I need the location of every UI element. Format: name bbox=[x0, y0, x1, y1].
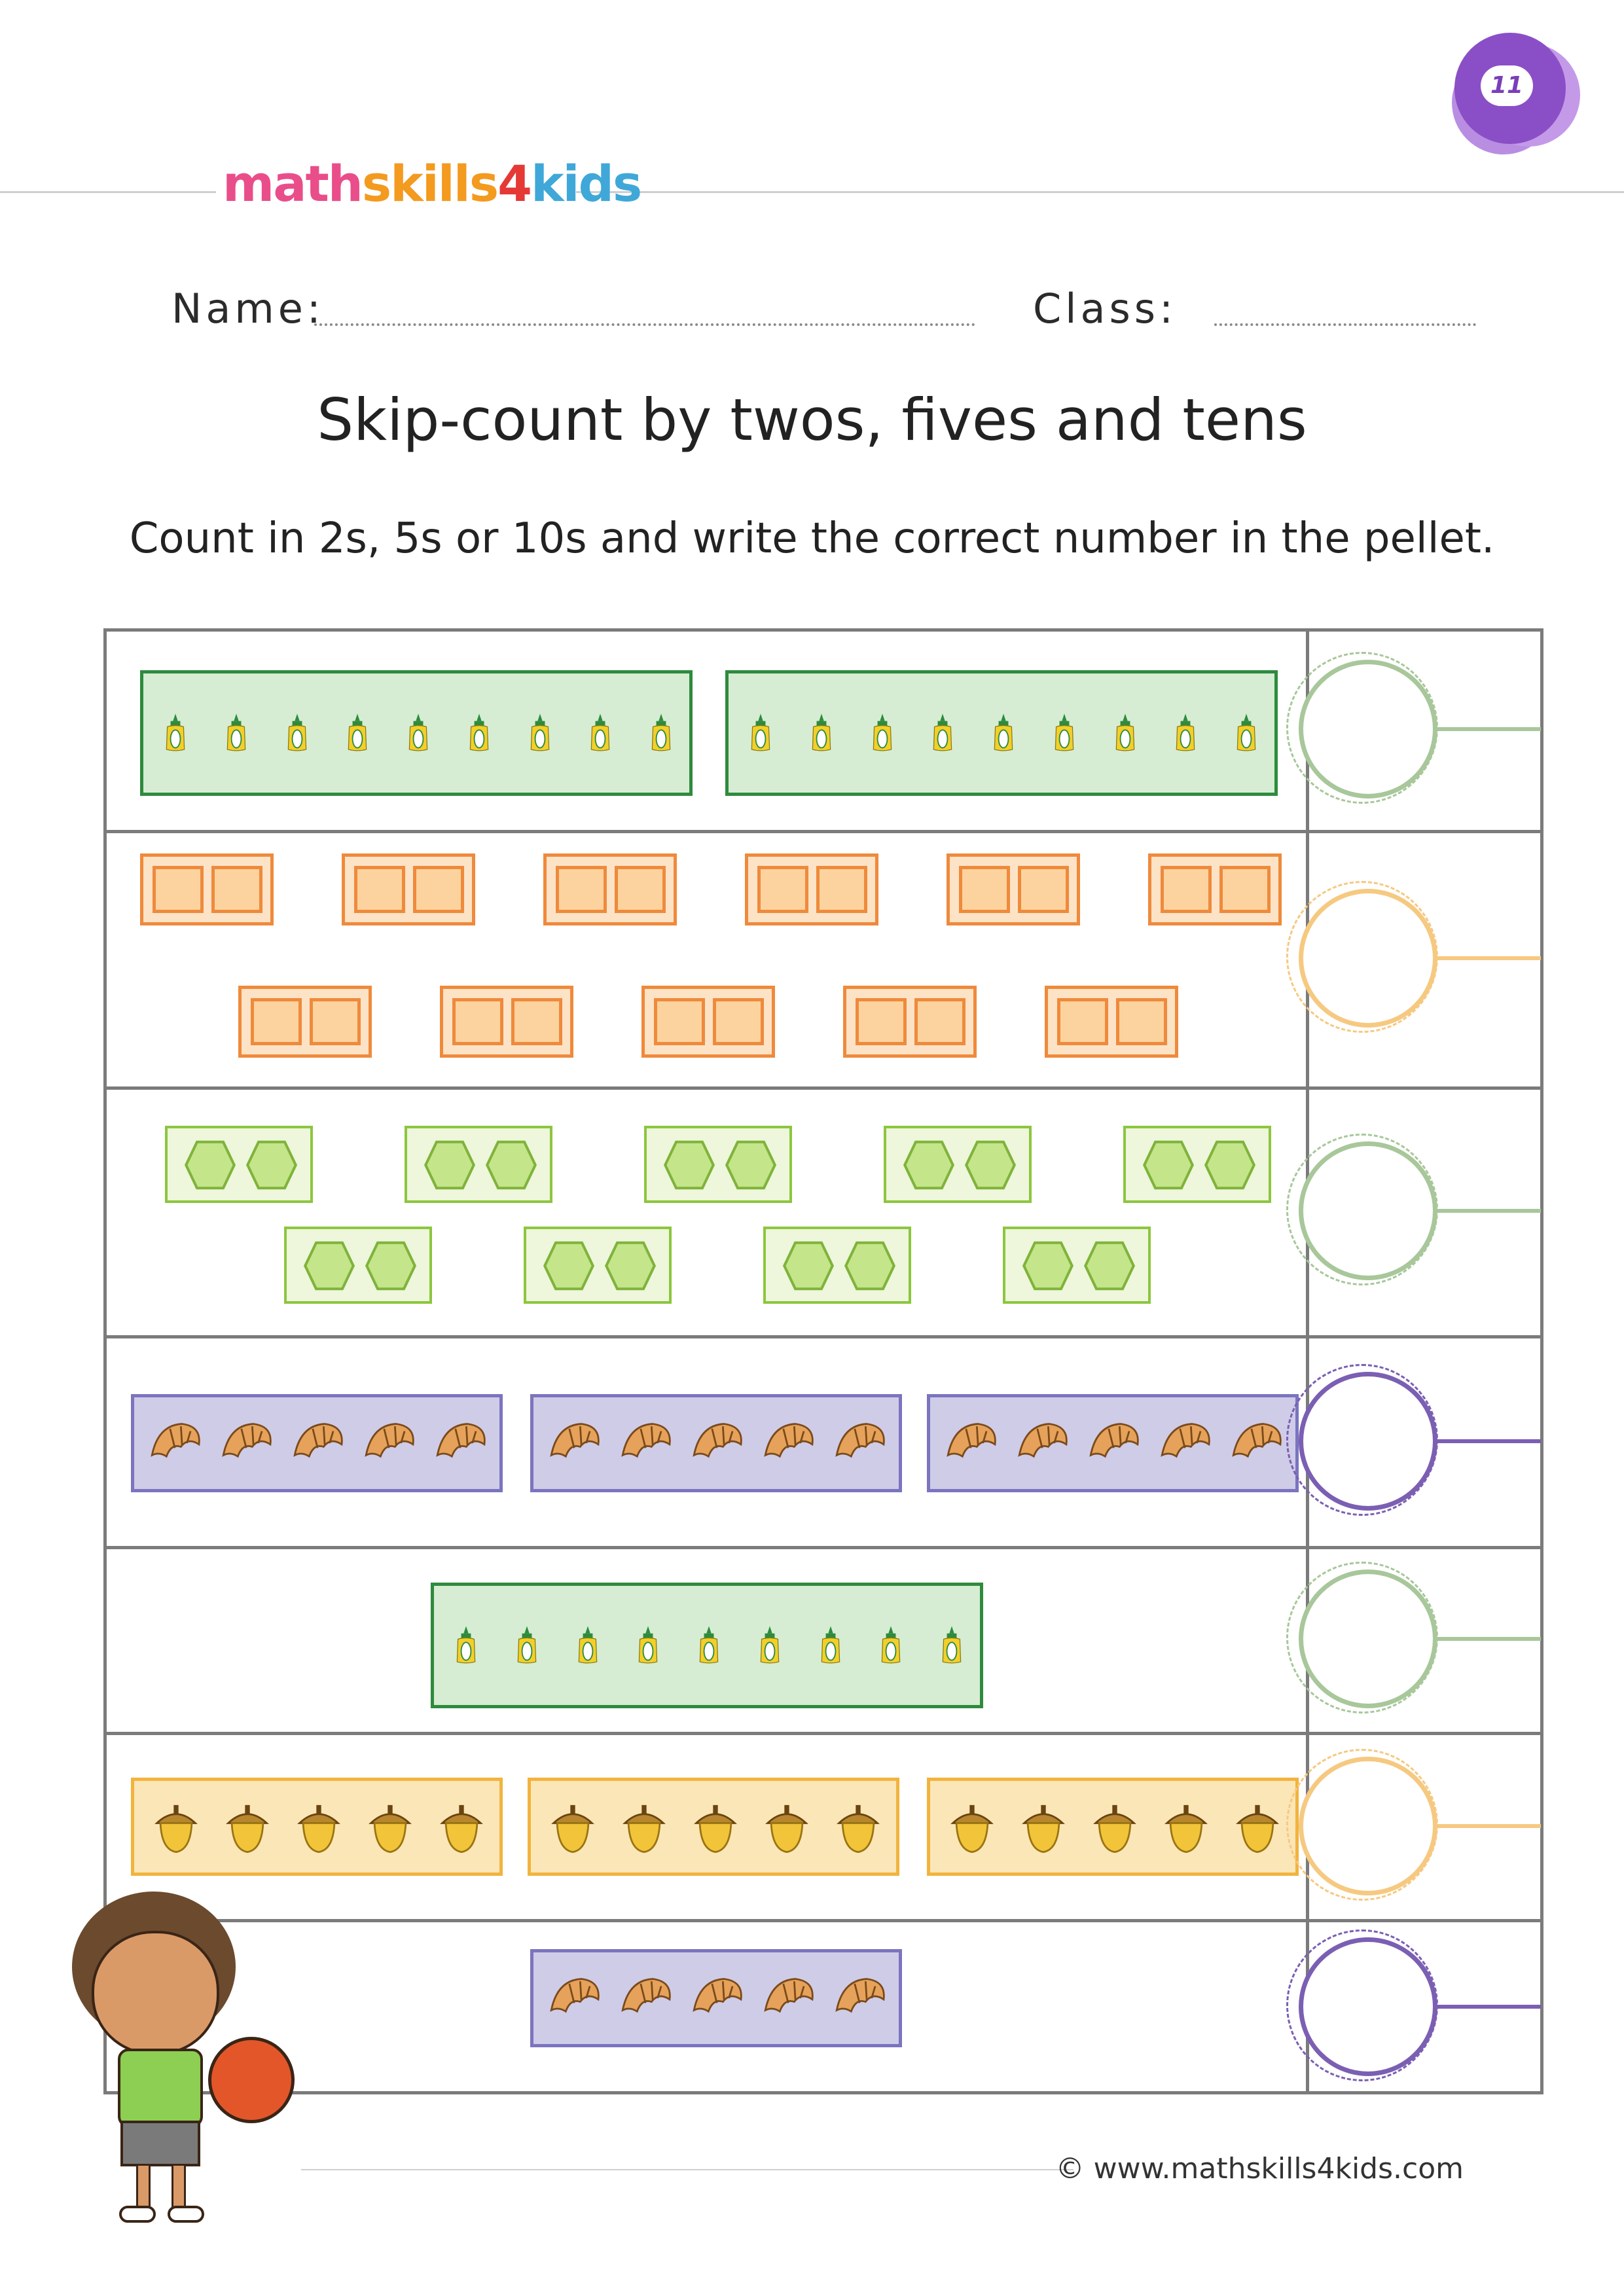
acorn-icon bbox=[1085, 1789, 1145, 1865]
green-hexagon-icon bbox=[363, 1240, 419, 1292]
worksheet-instruction: Count in 2s, 5s or 10s and write the correct number in the pellet. bbox=[129, 514, 1495, 563]
pellet-stick bbox=[1435, 956, 1541, 960]
croissant-icon bbox=[942, 1405, 1002, 1481]
orange-square-icon bbox=[914, 998, 965, 1045]
pellet-stick bbox=[1435, 2005, 1541, 2009]
mustard-bottle-icon bbox=[1226, 683, 1267, 782]
acorn-icon bbox=[217, 1789, 278, 1865]
pellet-stick bbox=[1435, 1637, 1541, 1641]
logo-part-kids: kids bbox=[530, 154, 641, 213]
acorn-icon bbox=[360, 1789, 420, 1865]
green-hexagon-icon bbox=[1202, 1139, 1258, 1191]
green-hexagon-icon bbox=[1081, 1240, 1138, 1292]
mustard-bottle-icon bbox=[459, 683, 499, 782]
boy-leg-left bbox=[136, 2164, 151, 2211]
boy-leg-right bbox=[171, 2164, 186, 2211]
acorn-icon bbox=[757, 1789, 817, 1865]
bottle-group bbox=[140, 670, 693, 796]
square-pair-group bbox=[440, 986, 573, 1058]
acorn-icon bbox=[685, 1789, 746, 1865]
mustard-bottle-icon bbox=[641, 683, 681, 782]
row-divider-2 bbox=[103, 1086, 1543, 1090]
green-hexagon-icon bbox=[602, 1240, 659, 1292]
row-divider-3 bbox=[103, 1335, 1543, 1338]
mustard-bottle-icon bbox=[507, 1595, 547, 1695]
croissant-icon bbox=[545, 1960, 605, 2036]
bottle-group bbox=[725, 670, 1278, 796]
orange-square-icon bbox=[713, 998, 764, 1045]
mustard-bottle-icon bbox=[580, 683, 621, 782]
green-hexagon-icon bbox=[661, 1139, 717, 1191]
answer-pellet[interactable] bbox=[1299, 660, 1437, 798]
hexagon-pair-group bbox=[524, 1227, 672, 1304]
orange-square-icon bbox=[959, 866, 1010, 913]
hexagon-pair-group bbox=[1123, 1126, 1271, 1203]
croissant-icon bbox=[360, 1405, 420, 1481]
pellet-stick bbox=[1435, 727, 1541, 731]
answer-pellet[interactable] bbox=[1299, 889, 1437, 1028]
orange-square-icon bbox=[1018, 866, 1069, 913]
acorn-icon bbox=[1156, 1789, 1216, 1865]
mustard-bottle-icon bbox=[931, 1595, 972, 1695]
hexagon-pair-group bbox=[1003, 1227, 1151, 1304]
croissant-icon bbox=[831, 1405, 891, 1481]
square-pair-group bbox=[843, 986, 977, 1058]
acorn-icon bbox=[1013, 1789, 1074, 1865]
hexagon-pair-group bbox=[884, 1126, 1032, 1203]
croissant-group bbox=[131, 1394, 503, 1492]
square-pair-group bbox=[543, 853, 677, 925]
square-pair-group bbox=[342, 853, 475, 925]
row-divider-4 bbox=[103, 1546, 1543, 1549]
mustard-bottle-icon bbox=[277, 683, 317, 782]
orange-square-icon bbox=[153, 866, 204, 913]
square-pair-group bbox=[947, 853, 1080, 925]
acorn-icon bbox=[942, 1789, 1002, 1865]
mustard-bottle-icon bbox=[749, 1595, 790, 1695]
name-label: Name: bbox=[171, 285, 325, 332]
croissant-icon bbox=[759, 1405, 820, 1481]
bottle-group bbox=[431, 1583, 983, 1708]
green-hexagon-icon bbox=[244, 1139, 300, 1191]
pellet-stick bbox=[1435, 1824, 1541, 1828]
mustard-bottle-icon bbox=[983, 683, 1024, 782]
orange-square-icon bbox=[856, 998, 907, 1045]
square-pair-group bbox=[238, 986, 372, 1058]
croissant-icon bbox=[217, 1405, 278, 1481]
name-field[interactable] bbox=[314, 323, 975, 326]
acorn-icon bbox=[289, 1789, 349, 1865]
pellet-stick bbox=[1435, 1209, 1541, 1213]
mustard-bottle-icon bbox=[398, 683, 439, 782]
row-divider-1 bbox=[103, 830, 1543, 833]
green-hexagon-icon bbox=[842, 1240, 898, 1292]
green-hexagon-icon bbox=[1140, 1139, 1197, 1191]
answer-pellet[interactable] bbox=[1299, 1570, 1437, 1708]
croissant-group bbox=[530, 1949, 902, 2047]
orange-square-icon bbox=[556, 866, 607, 913]
croissant-group bbox=[530, 1394, 902, 1492]
boy-shirt bbox=[118, 2049, 203, 2127]
green-hexagon-icon bbox=[723, 1139, 779, 1191]
croissant-icon bbox=[431, 1405, 492, 1481]
answer-pellet[interactable] bbox=[1299, 1141, 1437, 1280]
green-hexagon-icon bbox=[182, 1139, 238, 1191]
croissant-icon bbox=[545, 1405, 605, 1481]
mustard-bottle-icon bbox=[568, 1595, 608, 1695]
logo-part-skills: skills bbox=[361, 154, 498, 213]
mustard-bottle-icon bbox=[1165, 683, 1206, 782]
header-rule-left bbox=[0, 191, 216, 193]
mustard-bottle-icon bbox=[1105, 683, 1146, 782]
orange-square-icon bbox=[511, 998, 562, 1045]
croissant-icon bbox=[1085, 1405, 1145, 1481]
row-divider-6 bbox=[103, 1919, 1543, 1922]
croissant-group bbox=[927, 1394, 1299, 1492]
orange-square-icon bbox=[452, 998, 503, 1045]
croissant-icon bbox=[617, 1405, 677, 1481]
hexagon-pair-group bbox=[165, 1126, 313, 1203]
croissant-icon bbox=[759, 1960, 820, 2036]
acorn-icon bbox=[146, 1789, 206, 1865]
header-rule-right bbox=[576, 191, 1624, 193]
mustard-bottle-icon bbox=[862, 683, 903, 782]
boy-shoe-left bbox=[119, 2206, 156, 2223]
orange-square-icon bbox=[757, 866, 808, 913]
orange-square-icon bbox=[1057, 998, 1108, 1045]
hexagon-pair-group bbox=[405, 1126, 552, 1203]
croissant-icon bbox=[617, 1960, 677, 2036]
hexagon-pair-group bbox=[284, 1227, 432, 1304]
green-hexagon-icon bbox=[422, 1139, 478, 1191]
answer-pellet[interactable] bbox=[1299, 1757, 1437, 1895]
acorn-group bbox=[927, 1778, 1299, 1876]
square-pair-group bbox=[1045, 986, 1178, 1058]
mustard-bottle-icon bbox=[628, 1595, 668, 1695]
green-hexagon-icon bbox=[541, 1240, 597, 1292]
square-pair-group bbox=[745, 853, 878, 925]
croissant-icon bbox=[1013, 1405, 1074, 1481]
footer-rule bbox=[301, 2169, 1074, 2170]
green-hexagon-icon bbox=[962, 1139, 1019, 1191]
croissant-icon bbox=[289, 1405, 349, 1481]
mustard-bottle-icon bbox=[922, 683, 963, 782]
acorn-icon bbox=[431, 1789, 492, 1865]
hexagon-pair-group bbox=[644, 1126, 792, 1203]
mustard-bottle-icon bbox=[689, 1595, 729, 1695]
mustard-bottle-icon bbox=[216, 683, 257, 782]
logo-part-math: math bbox=[223, 154, 362, 213]
worksheet-title: Skip-count by twos, fives and tens bbox=[317, 386, 1307, 454]
mustard-bottle-icon bbox=[740, 683, 781, 782]
pellet-stick bbox=[1435, 1439, 1541, 1443]
square-pair-group bbox=[1148, 853, 1282, 925]
orange-square-icon bbox=[413, 866, 464, 913]
orange-square-icon bbox=[615, 866, 666, 913]
mustard-bottle-icon bbox=[801, 683, 842, 782]
croissant-icon bbox=[146, 1405, 206, 1481]
orange-square-icon bbox=[1161, 866, 1212, 913]
orange-square-icon bbox=[354, 866, 405, 913]
boy-face bbox=[92, 1931, 219, 2055]
boy-shoe-right bbox=[168, 2206, 204, 2223]
logo-part-4: 4 bbox=[497, 154, 531, 213]
hexagon-pair-group bbox=[763, 1227, 911, 1304]
green-hexagon-icon bbox=[901, 1139, 957, 1191]
acorn-icon bbox=[614, 1789, 674, 1865]
mustard-bottle-icon bbox=[810, 1595, 851, 1695]
mustard-bottle-icon bbox=[1044, 683, 1085, 782]
green-hexagon-icon bbox=[1020, 1240, 1076, 1292]
acorn-group bbox=[131, 1778, 503, 1876]
green-hexagon-icon bbox=[301, 1240, 357, 1292]
croissant-icon bbox=[1227, 1405, 1288, 1481]
croissant-icon bbox=[688, 1960, 748, 2036]
orange-square-icon bbox=[251, 998, 302, 1045]
boy-shorts bbox=[120, 2121, 200, 2166]
acorn-icon bbox=[828, 1789, 888, 1865]
mustard-bottle-icon bbox=[871, 1595, 911, 1695]
footer-copyright: © www.mathskills4kids.com bbox=[1055, 2152, 1464, 2185]
acorn-icon bbox=[543, 1789, 603, 1865]
brand-logo bbox=[223, 154, 641, 213]
row-divider-5 bbox=[103, 1732, 1543, 1735]
acorn-icon bbox=[1227, 1789, 1288, 1865]
acorn-group bbox=[528, 1778, 899, 1876]
basketball-icon bbox=[208, 2037, 295, 2123]
orange-square-icon bbox=[654, 998, 705, 1045]
green-hexagon-icon bbox=[780, 1240, 837, 1292]
square-pair-group bbox=[641, 986, 775, 1058]
answer-pellet[interactable] bbox=[1299, 1372, 1437, 1511]
mustard-bottle-icon bbox=[520, 683, 560, 782]
croissant-icon bbox=[1156, 1405, 1216, 1481]
square-pair-group bbox=[140, 853, 274, 925]
orange-square-icon bbox=[816, 866, 867, 913]
mustard-bottle-icon bbox=[155, 683, 196, 782]
croissant-icon bbox=[688, 1405, 748, 1481]
mustard-bottle-icon bbox=[446, 1595, 486, 1695]
croissant-icon bbox=[831, 1960, 891, 2036]
mustard-bottle-icon bbox=[337, 683, 378, 782]
orange-square-icon bbox=[310, 998, 361, 1045]
orange-square-icon bbox=[211, 866, 262, 913]
orange-square-icon bbox=[1219, 866, 1271, 913]
orange-square-icon bbox=[1116, 998, 1167, 1045]
answer-pellet[interactable] bbox=[1299, 1937, 1437, 2076]
class-field[interactable] bbox=[1214, 323, 1476, 326]
class-label: Class: bbox=[1033, 285, 1178, 332]
green-hexagon-icon bbox=[483, 1139, 539, 1191]
page-number: 11 bbox=[1481, 65, 1533, 106]
